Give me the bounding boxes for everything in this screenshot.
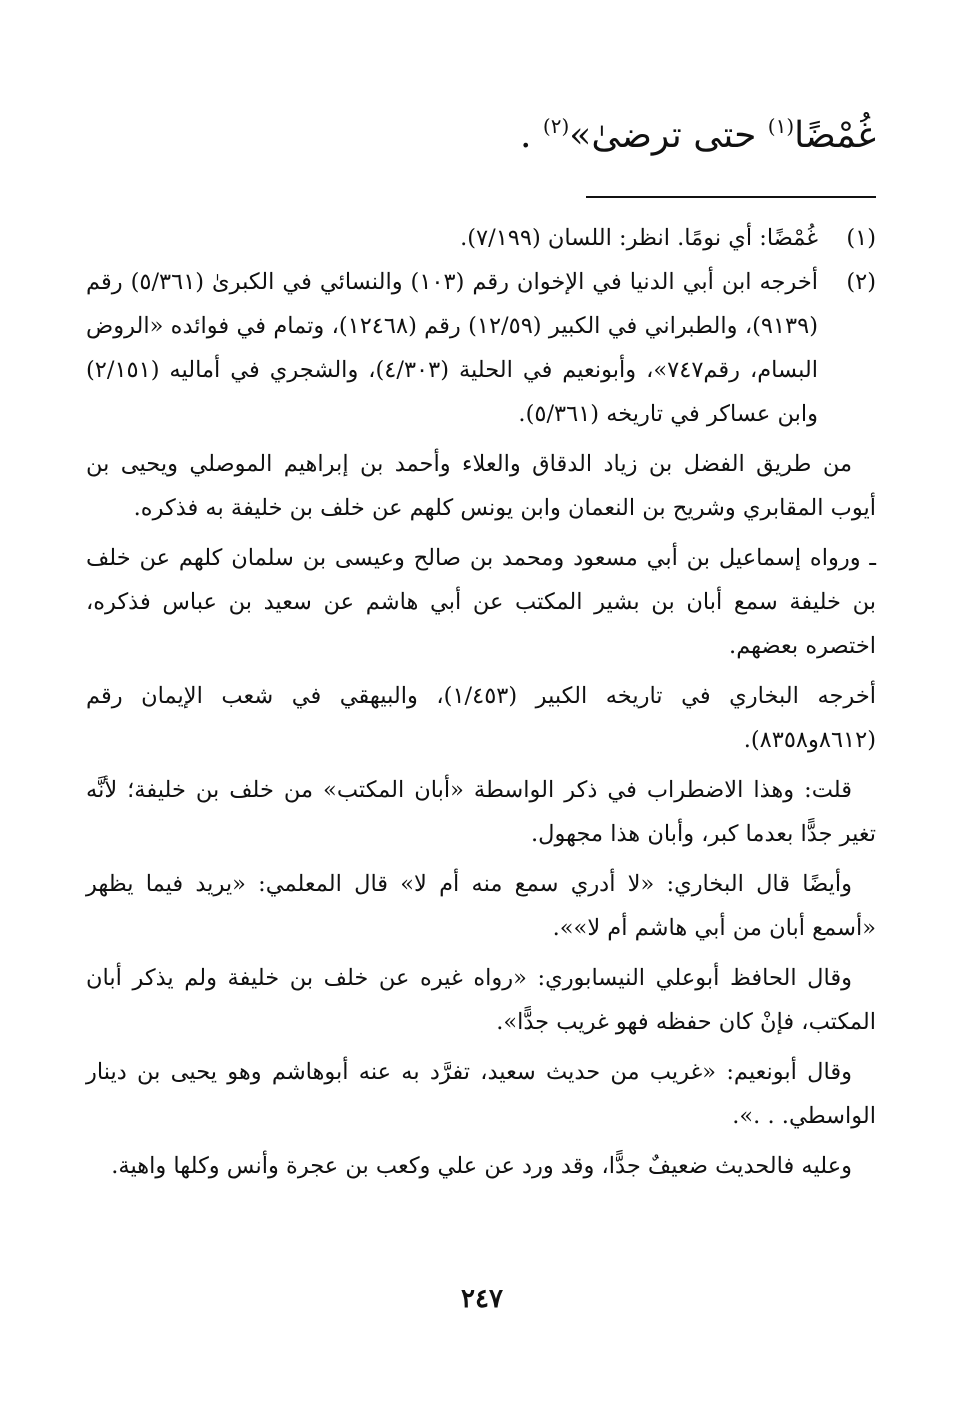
footnote-text: أخرجه ابن أبي الدنيا في الإخوان رقم (١٠٣) والنسائي في الكبرىٰ (٥/٣٦١) رقم (٩١٣٩)، والطبراني في الكبير (١٢/٥٩) رقم (١٢٤٦٨)، وتمام في فوائده «الروض البسام، رقم٧٤٧»، وأبونعيم في الحلية (٤/٣٠٣)، والشجري في أماليه (٢/١٥١) وابن عساكر في تاريخه (٥/٣٦١). — [86, 269, 818, 427]
paragraph: وعليه فالحديث ضعيفٌ جدًّا، وقد ورد عن علي وكعب بن عجرة وأنس وكلها واهية. — [111, 1153, 852, 1179]
footnotes-section — [86, 216, 876, 1188]
main-text-line — [520, 96, 876, 166]
footnote-ref-2: (٢) — [542, 114, 570, 138]
footnote-ref-1: (١) — [767, 114, 795, 138]
paragraph: قلت: وهذا الاضطراب في ذكر الواسطة «أبان المكتب» من خلف بن خليفة؛ لأنَّه تغير جدًّا بعدما كبر، وأبان هذا مجهول. — [86, 777, 876, 847]
paragraph: وقال الحافظ أبوعلي النيسابوري: «رواه غيره عن خلف بن خليفة ولم يذكر أبان المكتب، فإنْ كان حفظه فهو غريب جدًّا». — [86, 965, 876, 1035]
footnote-separator — [586, 196, 876, 198]
main-text-end: . — [520, 115, 543, 156]
footnote — [86, 260, 876, 436]
paragraph: أخرجه البخاري في تاريخه الكبير (١/٤٥٣)، والبيهقي في شعب الإيمان رقم (٨٦١٢و٨٣٥٨). — [86, 683, 876, 753]
paragraph: وأيضًا قال البخاري: «لا أدري سمع منه أم لا» قال المعلمي: «يريد فيما يظهر «أسمع أبان من أبي هاشم أم لا»». — [86, 871, 876, 941]
footnote-number: (١) — [846, 225, 876, 251]
footnote-text: غُمْضًا: أي نومًا. انظر: اللسان (٧/١٩٩). — [460, 225, 818, 251]
footnote-number: (٢) — [846, 269, 876, 295]
main-text-continuation: حتى ترضىٰ» — [569, 115, 768, 156]
paragraph: ـ ورواه إسماعيل بن أبي مسعود ومحمد بن صالح وعيسى بن سلمان كلهم عن خلف بن خليفة سمع أبان بن بشير المكتب عن أبي هاشم عن سعيد بن عباس فذكره، اختصره بعضهم. — [86, 545, 876, 659]
paragraph: وقال أبونعيم: «غريب من حديث سعيد، تفرَّد به عنه أبوهاشم وهو يحيى بن دينار الواسطي. . .». — [86, 1059, 876, 1129]
footnote — [86, 216, 876, 260]
main-text-word: غُمْضًا — [794, 115, 876, 156]
paragraph: من طريق الفضل بن زياد الدقاق والعلاء وأحمد بن إبراهيم الموصلي ويحيى بن أيوب المقابري وشريح بن النعمان وابن يونس كلهم عن خلف بن خليفة به فذكره. — [86, 451, 876, 521]
page-number: ٢٤٧ — [461, 1284, 503, 1314]
